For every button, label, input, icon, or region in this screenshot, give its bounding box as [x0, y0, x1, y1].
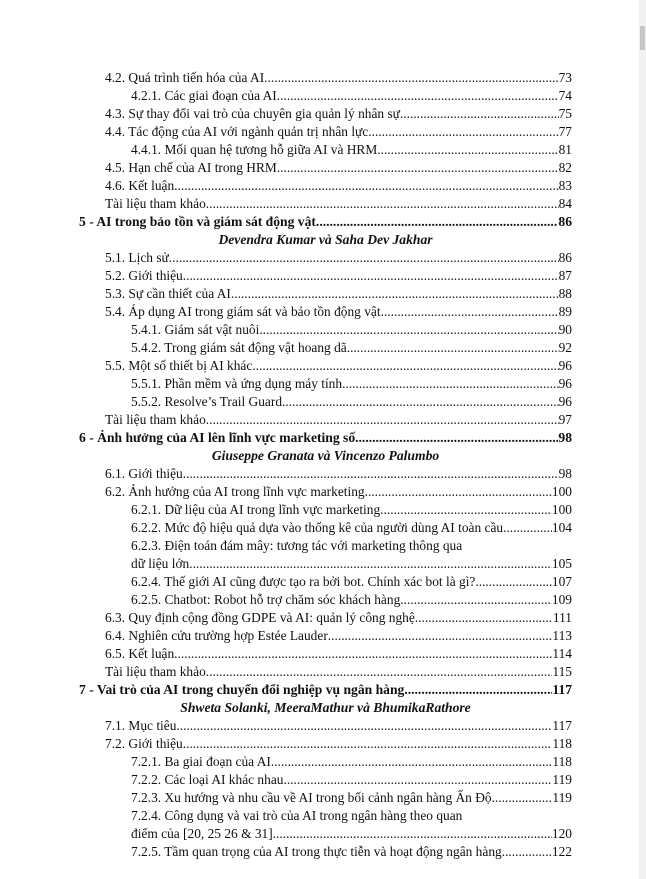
dot-leader [502, 843, 552, 861]
table-of-contents [79, 69, 572, 861]
toc-entry-label: 4.5. Hạn chế của AI trong HRM [105, 160, 277, 175]
toc-chapter-row[interactable] [79, 213, 572, 231]
page-number: 105 [551, 556, 572, 571]
toc-entry-row[interactable] [79, 87, 572, 105]
toc-entry-row[interactable] [79, 771, 572, 789]
page-number: 73 [558, 70, 572, 85]
page-number: 114 [552, 646, 572, 661]
toc-entry-row[interactable] [79, 807, 572, 843]
toc-entry-label: 4.4. Tác động của AI với ngành quản trị nhân lực [105, 124, 369, 139]
dot-leader [277, 159, 559, 177]
dot-leader [183, 465, 559, 483]
toc-entry-label: 4.6. Kết luận [105, 178, 175, 193]
toc-entry-row[interactable] [79, 159, 572, 177]
chapter-title: 7 - Vai trò của AI trong chuyển đổi nghiệp vụ ngân hàng [79, 682, 405, 697]
page-number: 117 [552, 718, 572, 733]
toc-entry-row[interactable] [79, 609, 572, 627]
page-number: 82 [558, 160, 572, 175]
dot-leader [189, 555, 552, 573]
dot-leader [283, 771, 552, 789]
toc-entry-label: 5.1. Lịch sử [105, 250, 169, 265]
page-number: 96 [558, 358, 572, 373]
toc-entry-label: 6.4. Nghiên cứu trường hợp Estée Lauder [105, 628, 328, 643]
dot-leader [264, 69, 558, 87]
page-number: 88 [558, 286, 572, 301]
dot-leader [282, 393, 559, 411]
toc-entry-label: 6.2.1. Dữ liệu của AI trong lĩnh vực marketing [131, 502, 381, 517]
toc-entry-row[interactable] [79, 483, 572, 501]
toc-entry-label: điểm của [20, 25 26 & 31] [131, 826, 273, 841]
page-number: 115 [552, 664, 572, 679]
scrollbar-thumb[interactable] [640, 26, 645, 50]
toc-entry-row[interactable] [79, 69, 572, 87]
toc-entry-row[interactable] [79, 717, 572, 735]
page-number: 119 [552, 772, 572, 787]
toc-entry-label: 4.2. Quá trình tiến hóa của AI [105, 70, 265, 85]
toc-entry-row[interactable] [79, 141, 572, 159]
toc-entry-row[interactable] [79, 627, 572, 645]
page-number: 122 [551, 844, 572, 859]
dot-leader [183, 267, 559, 285]
chapter-title: 5 - AI trong bảo tồn và giám sát động vật [79, 214, 316, 229]
toc-entry-label: 4.4.1. Mối quan hệ tương hỗ giữa AI và HRM [131, 142, 378, 157]
dot-leader [231, 285, 559, 303]
toc-entry-row[interactable] [79, 501, 572, 519]
toc-entry-label: 7.2.4. Công dụng và vai trò của AI trong ngân hàng theo quan [131, 808, 463, 823]
toc-entry-label: Tài liệu tham khảo [105, 412, 206, 427]
toc-entry-row[interactable] [79, 519, 572, 537]
dot-leader [328, 627, 553, 645]
dot-leader [404, 681, 552, 699]
toc-entry-row[interactable] [79, 177, 572, 195]
toc-entry-label: 5.3. Sự cần thiết của AI [105, 286, 231, 301]
page-number: 74 [558, 88, 572, 103]
toc-entry-label: 6.2. Ảnh hưởng của AI trong lĩnh vực marketing [105, 484, 365, 499]
chapter-title: 6 - Ảnh hưởng của AI lên lĩnh vực marketing số [79, 430, 356, 445]
toc-entry-row[interactable] [79, 735, 572, 753]
toc-entry-label: 6.2.5. Chatbot: Robot hỗ trợ chăm sóc khách hàng [131, 592, 401, 607]
dot-leader [206, 411, 559, 429]
toc-entry-row[interactable] [79, 303, 572, 321]
dot-leader [174, 177, 558, 195]
dot-leader [206, 195, 559, 213]
toc-entry-label: 5.5. Một số thiết bị AI khác [105, 358, 253, 373]
page-number: 87 [558, 268, 572, 283]
toc-chapter-row[interactable] [79, 681, 572, 699]
toc-entry-label: 6.2.3. Điện toán đám mây: tương tác với marketing thông qua [131, 538, 463, 553]
toc-entry-label: 7.2.5. Tầm quan trọng của AI trong thực tiễn và hoạt động ngân hàng [131, 844, 502, 859]
toc-entry-label: dữ liệu lớn [131, 556, 190, 571]
toc-entry-label: 7.2. Giới thiệu [105, 736, 183, 751]
toc-entry-label: 4.3. Sự thay đổi vai trò của chuyên gia quản lý nhân sự [105, 106, 400, 121]
toc-entry-label: Tài liệu tham khảo [105, 664, 206, 679]
scrollbar[interactable] [639, 0, 646, 879]
page-number: 104 [551, 520, 572, 535]
dot-leader [368, 123, 558, 141]
toc-entry-label: 7.2.3. Xu hướng và nhu cầu về AI trong bối cảnh ngân hàng Ấn Độ [131, 790, 492, 805]
page-number: 120 [551, 826, 572, 841]
toc-entry-label: 5.5.1. Phần mềm và ứng dụng máy tính [131, 376, 343, 391]
toc-entry-row[interactable] [79, 537, 572, 573]
toc-entry-row[interactable] [79, 393, 572, 411]
page-number: 98 [558, 466, 572, 481]
page-number: 111 [552, 610, 572, 625]
page-number: 90 [558, 322, 572, 337]
chapter-authors: Giuseppe Granata và Vincenzo Palumbo [211, 448, 440, 463]
page-number: 84 [558, 196, 572, 211]
toc-entry-row[interactable] [79, 411, 572, 429]
dot-leader [342, 375, 559, 393]
toc-entry-row[interactable] [79, 375, 572, 393]
toc-entry-row[interactable] [79, 123, 572, 141]
dot-leader [271, 753, 553, 771]
dot-leader [252, 357, 558, 375]
toc-entry-label: 5.4.1. Giám sát vật nuôi [131, 322, 260, 337]
dot-leader [206, 663, 553, 681]
toc-entry-label: 5.5.2. Resolve’s Trail Guard [131, 394, 283, 409]
page-number: 96 [558, 376, 572, 391]
page-number: 75 [558, 106, 572, 121]
page-number: 117 [552, 682, 572, 697]
page-number: 109 [551, 592, 572, 607]
dot-leader [347, 339, 559, 357]
dot-leader [400, 105, 559, 123]
page-number: 97 [558, 412, 572, 427]
toc-entry-row[interactable] [79, 195, 572, 213]
page-number: 89 [558, 304, 572, 319]
dot-leader [381, 303, 559, 321]
toc-entry-row[interactable] [79, 105, 572, 123]
dot-leader [400, 591, 552, 609]
toc-entry-row[interactable] [79, 249, 572, 267]
page-number: 92 [558, 340, 572, 355]
page-number: 107 [551, 574, 572, 589]
dot-leader [259, 321, 558, 339]
dot-leader [176, 717, 552, 735]
toc-entry-row[interactable] [79, 591, 572, 609]
page-number: 77 [558, 124, 572, 139]
page-number: 100 [551, 502, 572, 517]
dot-leader [365, 483, 552, 501]
toc-entry-row[interactable] [79, 267, 572, 285]
toc-entry-label: Tài liệu tham khảo [105, 196, 206, 211]
toc-entry-row[interactable] [79, 465, 572, 483]
page-number: 83 [558, 178, 572, 193]
toc-entry-label: 5.4. Áp dụng AI trong giám sát và bảo tồn động vật [105, 304, 381, 319]
toc-entry-label: 6.1. Giới thiệu [105, 466, 183, 481]
toc-entry-row[interactable] [79, 357, 572, 375]
dot-leader [377, 141, 558, 159]
dot-leader [169, 249, 559, 267]
page-number: 113 [552, 628, 572, 643]
dot-leader [273, 825, 552, 843]
page-number: 86 [558, 250, 572, 265]
dot-leader [475, 573, 552, 591]
page-number: 100 [551, 484, 572, 499]
toc-entry-label: 7.1. Mục tiêu [105, 718, 177, 733]
toc-entry-row[interactable] [79, 663, 572, 681]
toc-entry-label: 7.2.2. Các loại AI khác nhau [131, 772, 284, 787]
page-number: 98 [558, 430, 572, 445]
toc-entry-row[interactable] [79, 645, 572, 663]
dot-leader [277, 87, 559, 105]
toc-entry-label: 6.5. Kết luận [105, 646, 175, 661]
dot-leader [380, 501, 552, 519]
toc-entry-row[interactable] [79, 753, 572, 771]
toc-entry-row[interactable] [79, 789, 572, 807]
page-number: 119 [552, 790, 572, 805]
dot-leader [174, 645, 552, 663]
toc-chapter-row[interactable] [79, 429, 572, 447]
dot-leader [503, 519, 552, 537]
page-number: 118 [552, 754, 572, 769]
toc-entry-row[interactable] [79, 321, 572, 339]
toc-entry-label: 4.2.1. Các giai đoạn của AI [131, 88, 277, 103]
toc-entry-label: 7.2.1. Ba giai đoạn của AI [131, 754, 271, 769]
toc-entry-row[interactable] [79, 573, 572, 591]
page-number: 118 [552, 736, 572, 751]
toc-entry-label: 6.2.2. Mức độ hiệu quả dựa vào thống kê của người dùng AI toàn cầu [131, 520, 504, 535]
toc-entry-label: 6.3. Quy định cộng đồng GDPE và AI: quản lý công nghệ [105, 610, 415, 625]
toc-entry-row[interactable] [79, 285, 572, 303]
dot-leader [492, 789, 553, 807]
toc-entry-label: 5.2. Giới thiệu [105, 268, 183, 283]
dot-leader [355, 429, 558, 447]
toc-entry-label: 6.2.4. Thế giới AI cũng được tạo ra bởi bot. Chính xác bot là gì? [131, 574, 476, 589]
chapter-authors: Shweta Solanki, MeeraMathur và BhumikaRathore [180, 700, 471, 715]
dot-leader [183, 735, 553, 753]
toc-entry-label: 5.4.2. Trong giám sát động vật hoang dã [131, 340, 347, 355]
page-number: 81 [558, 142, 572, 157]
toc-entry-row[interactable] [79, 339, 572, 357]
page-number: 96 [558, 394, 572, 409]
toc-entry-row[interactable] [79, 843, 572, 861]
page-number: 86 [558, 214, 572, 229]
dot-leader [316, 213, 558, 231]
chapter-authors: Devendra Kumar và Saha Dev Jakhar [218, 232, 433, 247]
dot-leader [415, 609, 553, 627]
